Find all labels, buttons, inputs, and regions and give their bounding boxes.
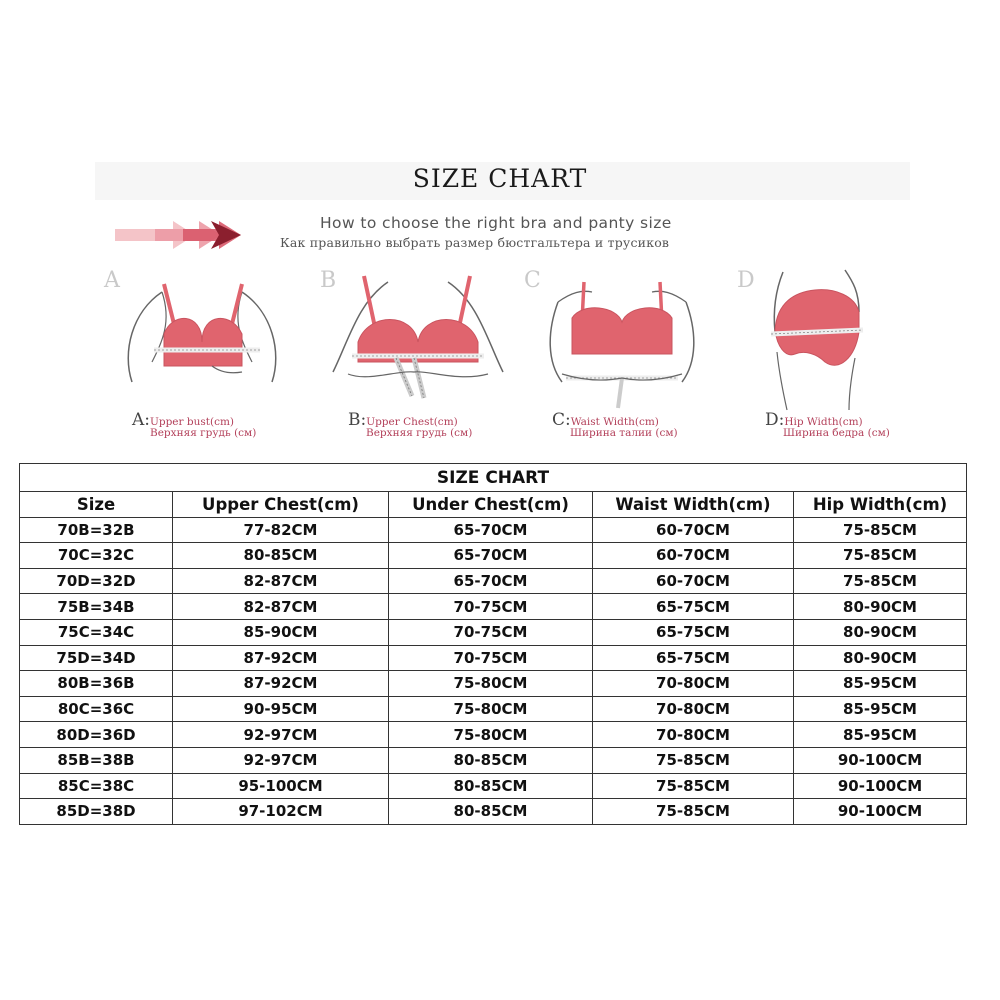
panel-letter: B <box>320 268 337 293</box>
measurement-cell: 87-92CM <box>173 671 389 697</box>
measurement-cell: 77-82CM <box>173 517 389 543</box>
size-cell: 85D=38D <box>20 799 173 825</box>
caption-english: Upper bust(cm) <box>150 416 235 428</box>
measurement-cell: 85-95CM <box>794 722 967 748</box>
caption-russian: Ширина бедра (см) <box>783 427 890 439</box>
caption-english: Upper Chest(cm) <box>366 416 458 428</box>
size-cell: 80B=36B <box>20 671 173 697</box>
measurement-cell: 95-100CM <box>173 773 389 799</box>
measurement-cell: 70-80CM <box>593 722 794 748</box>
size-cell: 75C=34C <box>20 619 173 645</box>
caption-russian: Ширина талии (см) <box>570 427 678 439</box>
column-header: Waist Width(cm) <box>593 492 794 518</box>
measurement-cell: 65-75CM <box>593 594 794 620</box>
table-header-row <box>20 492 967 518</box>
caption-russian: Верхняя грудь (см) <box>366 427 473 439</box>
size-cell: 80D=36D <box>20 722 173 748</box>
measurement-cell: 65-70CM <box>389 568 593 594</box>
measurement-cell: 80-85CM <box>389 799 593 825</box>
measurement-cell: 90-100CM <box>794 799 967 825</box>
table-row <box>20 568 967 594</box>
subtitle-russian: Как правильно выбрать размер бюстгальтера и трусиков <box>280 235 670 250</box>
measurement-cell: 75-85CM <box>794 517 967 543</box>
measurement-cell: 85-95CM <box>794 671 967 697</box>
measure-panel-d <box>735 262 935 442</box>
table-row <box>20 722 967 748</box>
panel-letter: A <box>104 268 120 293</box>
table-row <box>20 645 967 671</box>
measurement-cell: 75-85CM <box>593 773 794 799</box>
panel-letter: C <box>524 268 541 293</box>
measurement-cell: 80-90CM <box>794 645 967 671</box>
measurement-cell: 65-70CM <box>389 517 593 543</box>
measurement-cell: 65-75CM <box>593 619 794 645</box>
measurement-cell: 65-70CM <box>389 543 593 569</box>
measurement-cell: 82-87CM <box>173 568 389 594</box>
table-row <box>20 543 967 569</box>
measurement-cell: 70-75CM <box>389 619 593 645</box>
caption-letter: B: <box>348 410 367 430</box>
measurement-cell: 82-87CM <box>173 594 389 620</box>
size-cell: 70B=32B <box>20 517 173 543</box>
measurement-cell: 80-85CM <box>173 543 389 569</box>
size-cell: 75D=34D <box>20 645 173 671</box>
table-row <box>20 696 967 722</box>
size-cell: 85C=38C <box>20 773 173 799</box>
measurement-cell: 85-95CM <box>794 696 967 722</box>
size-cell: 85B=38B <box>20 747 173 773</box>
table-row <box>20 799 967 825</box>
measurement-cell: 60-70CM <box>593 517 794 543</box>
measurement-cell: 60-70CM <box>593 568 794 594</box>
measurement-cell: 90-100CM <box>794 747 967 773</box>
size-cell: 70D=32D <box>20 568 173 594</box>
page-title: SIZE CHART <box>412 164 588 193</box>
caption-letter: D: <box>765 410 785 430</box>
measurement-cell: 85-90CM <box>173 619 389 645</box>
column-header: Under Chest(cm) <box>389 492 593 518</box>
measurement-cell: 87-92CM <box>173 645 389 671</box>
caption-letter: C: <box>552 410 571 430</box>
subtitle-english: How to choose the right bra and panty size <box>320 214 672 232</box>
caption-russian: Верхняя грудь (см) <box>150 427 257 439</box>
measure-panel-b <box>318 262 518 442</box>
measurement-cell: 75-80CM <box>389 696 593 722</box>
measurement-cell: 65-75CM <box>593 645 794 671</box>
table-title: SIZE CHART <box>20 464 967 492</box>
measurement-cell: 80-85CM <box>389 747 593 773</box>
measurement-cell: 80-85CM <box>389 773 593 799</box>
column-header: Upper Chest(cm) <box>173 492 389 518</box>
measurement-cell: 92-97CM <box>173 722 389 748</box>
measurement-cell: 90-100CM <box>794 773 967 799</box>
waist-width-illustration <box>522 262 722 412</box>
measurement-cell: 75-85CM <box>794 568 967 594</box>
size-cell: 80C=36C <box>20 696 173 722</box>
measurement-cell: 70-75CM <box>389 645 593 671</box>
hip-width-illustration <box>735 262 935 412</box>
measure-panel-a <box>102 262 302 442</box>
caption-english: Waist Width(cm) <box>570 416 659 428</box>
caption-english: Hip Width(cm) <box>784 416 863 428</box>
upper-chest-illustration <box>318 262 518 412</box>
measurement-cell: 70-80CM <box>593 671 794 697</box>
table-row <box>20 619 967 645</box>
table-row <box>20 517 967 543</box>
measurement-cell: 97-102CM <box>173 799 389 825</box>
measurement-cell: 75-80CM <box>389 722 593 748</box>
measurement-cell: 75-80CM <box>389 671 593 697</box>
table-row <box>20 671 967 697</box>
column-header: Hip Width(cm) <box>794 492 967 518</box>
measure-panel-c <box>522 262 722 442</box>
measurement-cell: 90-95CM <box>173 696 389 722</box>
panel-letter: D <box>737 268 755 293</box>
measurement-cell: 80-90CM <box>794 619 967 645</box>
size-cell: 70C=32C <box>20 543 173 569</box>
column-header: Size <box>20 492 173 518</box>
measurement-cell: 60-70CM <box>593 543 794 569</box>
size-chart-table <box>19 463 967 825</box>
upper-bust-illustration <box>102 262 302 412</box>
table-body <box>20 517 967 824</box>
measurement-cell: 80-90CM <box>794 594 967 620</box>
caption-letter: A: <box>132 410 151 430</box>
size-cell: 75B=34B <box>20 594 173 620</box>
table-row <box>20 773 967 799</box>
table-row <box>20 747 967 773</box>
measurement-cell: 70-80CM <box>593 696 794 722</box>
table-row <box>20 594 967 620</box>
measurement-cell: 75-85CM <box>794 543 967 569</box>
measurement-cell: 92-97CM <box>173 747 389 773</box>
measurement-cell: 75-85CM <box>593 747 794 773</box>
measurement-cell: 75-85CM <box>593 799 794 825</box>
measurement-cell: 70-75CM <box>389 594 593 620</box>
arrows-icon <box>115 215 255 255</box>
